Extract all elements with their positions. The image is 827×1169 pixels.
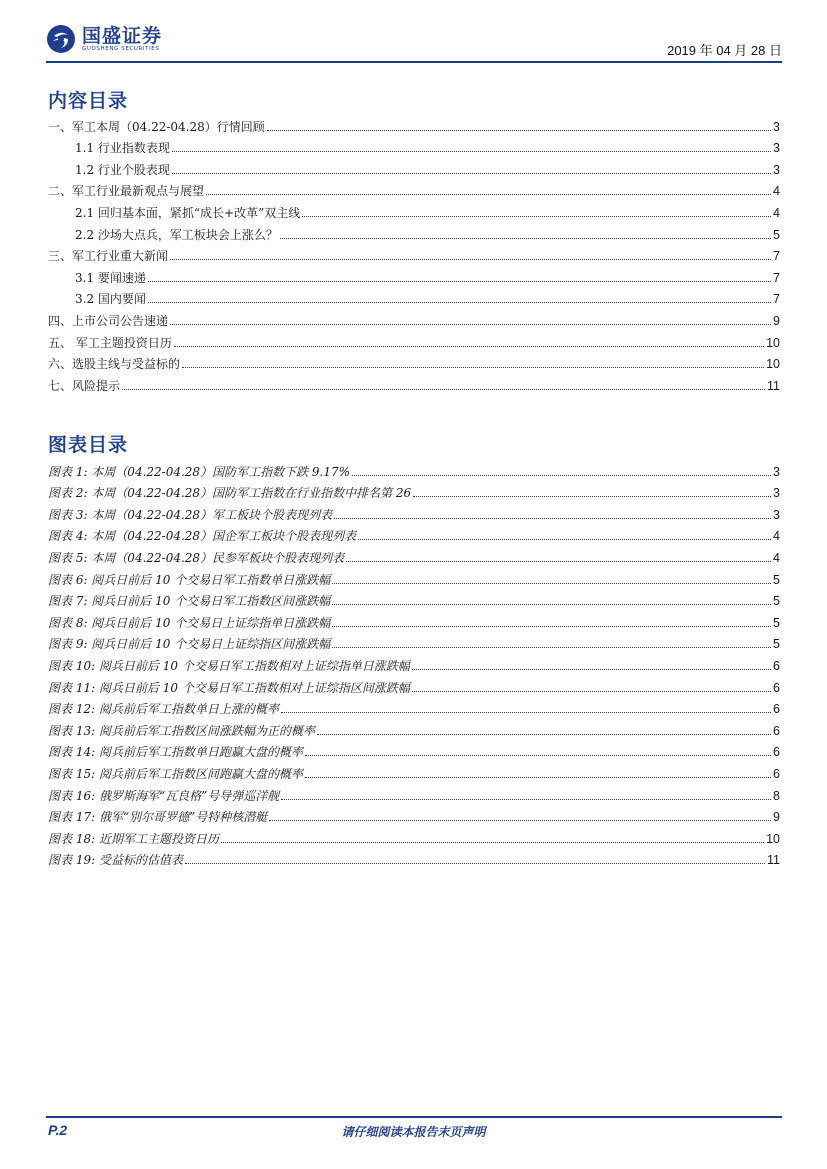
toc-entry[interactable] — [48, 306, 780, 328]
toc-entry[interactable] — [48, 198, 780, 220]
toc-entry-label: 五、 军工主题投资日历 — [48, 335, 172, 350]
toc-entry[interactable] — [48, 738, 780, 760]
report-date: 2019 年 04 月 28 日 — [667, 43, 782, 58]
toc-entry[interactable] — [48, 177, 780, 199]
toc-entry[interactable] — [48, 673, 780, 695]
toc-entry-page: 6 — [773, 680, 780, 695]
dot-leader — [334, 517, 771, 519]
toc-entry-label: 2.1 回归基本面，紧抓“成长+改革”双主线 — [75, 205, 301, 220]
dot-leader — [280, 237, 771, 239]
toc-entry-page: 4 — [773, 529, 780, 544]
dot-leader — [174, 345, 764, 347]
toc-entry-page: 3 — [773, 119, 780, 134]
dot-leader — [305, 754, 771, 756]
toc-entry-page: 6 — [773, 766, 780, 781]
toc-entry-label: 图表 13: 阅兵前后军工指数区间涨跌幅为正的概率 — [48, 723, 315, 738]
toc-entry[interactable] — [48, 587, 780, 609]
toc-entry[interactable] — [48, 134, 780, 156]
toc-entry[interactable] — [48, 543, 780, 565]
figures-list — [48, 457, 780, 867]
toc-entry-page: 10 — [766, 357, 780, 372]
toc-entry-label: 图表 3: 本周（04.22-04.28）军工板块个股表现列表 — [48, 507, 333, 522]
toc-entry[interactable] — [48, 155, 780, 177]
toc-entry-label: 3.1 要闻速递 — [75, 270, 146, 285]
toc-entry-label: 图表 9: 阅兵日前后 10 个交易日上证综指区间涨跌幅 — [48, 637, 331, 652]
toc-entry-page: 10 — [766, 335, 780, 350]
toc-entry-label: 图表 12: 阅兵前后军工指数单日上涨的概率 — [48, 702, 279, 717]
page-number: P.2 — [48, 1122, 68, 1138]
toc-entry-label: 四、上市公司公告速递 — [48, 313, 169, 328]
toc-entry-page: 5 — [773, 594, 780, 609]
toc-entry[interactable] — [48, 803, 780, 825]
toc-entry[interactable] — [48, 328, 780, 350]
contents-list — [48, 112, 780, 393]
dot-leader — [221, 841, 764, 843]
toc-entry-label: 图表 4: 本周（04.22-04.28）国企军工板块个股表现列表 — [48, 529, 357, 544]
toc-entry-page: 4 — [773, 550, 780, 565]
dot-leader — [332, 582, 771, 584]
toc-entry[interactable] — [48, 630, 780, 652]
dot-leader — [412, 690, 771, 692]
toc-entry-page: 9 — [773, 810, 780, 825]
toc-entry-label: 图表 7: 阅兵日前后 10 个交易日军工指数区间涨跌幅 — [48, 594, 331, 609]
toc-entry[interactable] — [48, 457, 780, 479]
toc-entry-page: 8 — [773, 788, 780, 803]
toc-entry[interactable] — [48, 479, 780, 501]
dot-leader — [358, 538, 771, 540]
dot-leader — [122, 388, 765, 390]
dot-leader — [413, 495, 771, 497]
toc-entry[interactable] — [48, 781, 780, 803]
toc-entry-label: 图表 19: 受益标的估值表 — [48, 853, 183, 868]
toc-entry-page: 7 — [773, 249, 780, 264]
toc-entry-label: 图表 10: 阅兵日前后 10 个交易日军工指数相对上证综指单日涨跌幅 — [48, 658, 410, 673]
toc-entry[interactable] — [48, 846, 780, 868]
toc-entry-page: 3 — [773, 507, 780, 522]
brand-name: 国盛证券 — [82, 24, 163, 47]
toc-entry-page: 6 — [773, 745, 780, 760]
toc-entry-page: 11 — [767, 378, 780, 393]
toc-entry-label: 图表 1: 本周（04.22-04.28）国防军工指数下跌 9.17% — [48, 464, 351, 479]
dot-leader — [172, 150, 771, 152]
toc-entry-label: 图表 5: 本周（04.22-04.28）民参军板块个股表现列表 — [48, 550, 345, 565]
toc-entry[interactable] — [48, 350, 780, 372]
contents-title: 内容目录 — [48, 90, 129, 112]
disclaimer-notice: 请仔细阅读本报告末页声明 — [341, 1125, 486, 1139]
toc-entry-label: 二、军工行业最新观点与展望 — [48, 184, 205, 199]
toc-entry-page: 10 — [766, 831, 780, 846]
toc-entry[interactable] — [48, 716, 780, 738]
toc-entry[interactable] — [48, 242, 780, 264]
dot-leader — [317, 733, 771, 735]
toc-entry[interactable] — [48, 371, 780, 393]
toc-entry-label: 六、选股主线与受益标的 — [48, 357, 181, 372]
dot-leader — [281, 711, 771, 713]
figures-title: 图表目录 — [48, 434, 129, 456]
toc-entry[interactable] — [48, 112, 780, 134]
toc-entry[interactable] — [48, 220, 780, 242]
dot-leader — [332, 646, 771, 648]
toc-entry-page: 4 — [773, 184, 780, 199]
toc-entry-label: 图表 14: 阅兵前后军工指数单日跑赢大盘的概率 — [48, 745, 303, 760]
toc-entry-page: 11 — [767, 853, 780, 868]
page-header — [46, 20, 782, 62]
dot-leader — [148, 301, 771, 303]
dot-leader — [170, 323, 771, 325]
toc-entry-label: 图表 18: 近期军工主题投资日历 — [48, 831, 219, 846]
toc-entry-label: 图表 15: 阅兵前后军工指数区间跑赢大盘的概率 — [48, 766, 303, 781]
toc-entry-page: 5 — [773, 572, 780, 587]
toc-entry-page: 5 — [773, 637, 780, 652]
toc-entry-label: 1.2 行业个股表现 — [75, 162, 170, 177]
toc-entry-label: 三、军工行业重大新闻 — [48, 249, 169, 264]
toc-entry-page: 5 — [773, 227, 780, 242]
header-divider — [46, 61, 782, 63]
brand-logo — [46, 24, 162, 54]
toc-entry-label: 图表 6: 阅兵日前后 10 个交易日军工指数单日涨跌幅 — [48, 572, 331, 587]
dot-leader — [172, 172, 771, 174]
dot-leader — [206, 193, 771, 195]
toc-entry-page: 7 — [773, 292, 780, 307]
toc-entry-label: 2.2 沙场大点兵，军工板块会上涨么？ — [75, 227, 278, 242]
toc-entry[interactable] — [48, 263, 780, 285]
toc-entry-page: 9 — [773, 313, 780, 328]
toc-entry-label: 3.2 国内要闻 — [75, 292, 146, 307]
dot-leader — [185, 862, 765, 864]
toc-entry-label: 七、风险提示 — [48, 378, 121, 393]
dot-leader — [182, 366, 764, 368]
toc-entry[interactable] — [48, 285, 780, 307]
toc-entry[interactable] — [48, 565, 780, 587]
dot-leader — [281, 798, 771, 800]
dot-leader — [305, 776, 771, 778]
brand-logo-icon — [46, 24, 76, 54]
dot-leader — [148, 280, 771, 282]
toc-entry-page: 6 — [773, 723, 780, 738]
dot-leader — [170, 258, 771, 260]
dot-leader — [332, 603, 771, 605]
toc-entry[interactable] — [48, 651, 780, 673]
toc-entry-label: 图表 2: 本周（04.22-04.28）国防军工指数在行业指数中排名第 26 — [48, 486, 412, 501]
toc-entry-page: 3 — [773, 162, 780, 177]
dot-leader — [412, 668, 771, 670]
toc-entry-label: 图表 11: 阅兵日前后 10 个交易日军工指数相对上证综指区间涨跌幅 — [48, 680, 410, 695]
toc-entry-page: 3 — [773, 141, 780, 156]
toc-entry-label: 一、军工本周（04.22-04.28）行情回顾 — [48, 119, 265, 134]
toc-entry-page: 4 — [773, 205, 780, 220]
toc-entry-page: 6 — [773, 658, 780, 673]
dot-leader — [302, 215, 771, 217]
toc-entry-page: 3 — [773, 486, 780, 501]
toc-entry[interactable] — [48, 522, 780, 544]
dot-leader — [269, 819, 771, 821]
toc-entry-page: 5 — [773, 615, 780, 630]
dot-leader — [267, 129, 771, 131]
toc-entry[interactable] — [48, 500, 780, 522]
toc-entry-page: 6 — [773, 702, 780, 717]
dot-leader — [352, 474, 771, 476]
toc-entry-label: 图表 17: 俄军“别尔哥罗德”号特种核潜艇 — [48, 810, 268, 825]
toc-entry[interactable] — [48, 759, 780, 781]
dot-leader — [332, 625, 771, 627]
brand-name-en: GUOSHENG SECURITIES — [82, 45, 160, 52]
toc-entry[interactable] — [48, 695, 780, 717]
toc-entry[interactable] — [48, 824, 780, 846]
toc-entry-page: 7 — [773, 270, 780, 285]
footer-divider — [46, 1116, 782, 1118]
toc-entry-page: 3 — [773, 464, 780, 479]
toc-entry-label: 1.1 行业指数表现 — [75, 141, 170, 156]
dot-leader — [346, 560, 771, 562]
toc-entry-label: 图表 8: 阅兵日前后 10 个交易日上证综指单日涨跌幅 — [48, 615, 331, 630]
toc-entry[interactable] — [48, 608, 780, 630]
toc-entry-label: 图表 16: 俄罗斯海军“瓦良格”号导弹巡洋舰 — [48, 788, 280, 803]
